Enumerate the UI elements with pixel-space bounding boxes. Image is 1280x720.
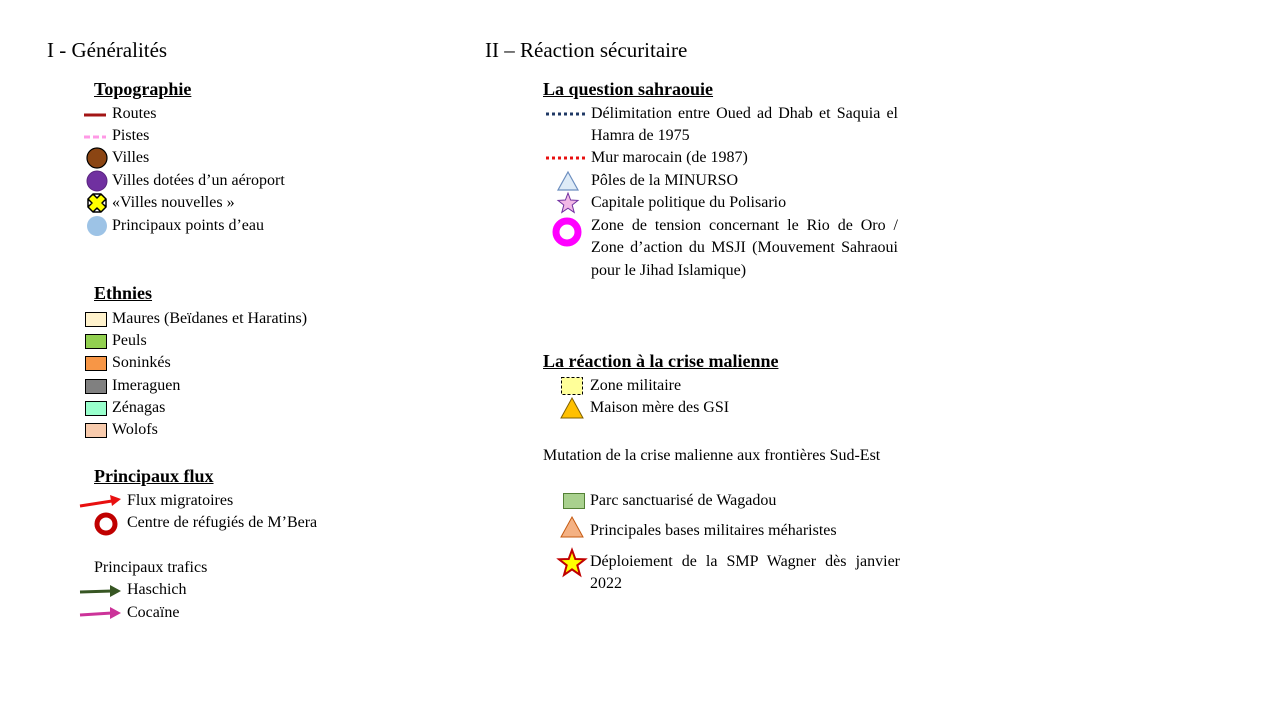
ethnies-heading: Ethnies	[94, 283, 153, 303]
crise-heading: La réaction à la crise malienne	[543, 351, 779, 371]
water-point-icon	[86, 215, 108, 237]
legend-label: Principaux points d’eau	[112, 217, 264, 234]
section2-title: II – Réaction sécuritaire	[485, 38, 688, 62]
legend-label: Haschich	[127, 581, 187, 598]
legend-label: Cocaïne	[127, 604, 180, 621]
legend-label: Villes	[112, 149, 150, 166]
delimitation-dotted-line-icon	[546, 112, 586, 116]
legend-label: Maison mère des GSI	[590, 399, 730, 416]
tension-zone-ring-icon	[552, 217, 582, 247]
trafics-heading: Principaux trafics	[94, 559, 208, 576]
section1-title: I - Généralités	[47, 38, 168, 62]
gsi-triangle-icon	[560, 397, 584, 419]
legend-label: Délimitation entre Oued ad Dhab et Saquia el Hamra de 1975	[591, 105, 898, 145]
legend-label: Mur marocain (de 1987)	[591, 149, 748, 166]
legend-label: Zone militaire	[590, 377, 682, 394]
cocaine-arrow-icon	[79, 606, 121, 620]
legend-label: Centre de réfugiés de M’Bera	[127, 514, 318, 531]
legend-label: Principales bases militaires méharistes	[590, 522, 837, 539]
imeraguen-swatch-icon	[85, 379, 107, 394]
legend-label: Pôles de la MINURSO	[591, 172, 739, 189]
polisario-star-icon	[557, 192, 579, 214]
legend-label: Capitale politique du Polisario	[591, 194, 787, 211]
wolofs-swatch-icon	[85, 423, 107, 438]
legend-label: Villes dotées d’un aéroport	[112, 172, 285, 189]
legend-label: Soninkés	[112, 354, 171, 371]
road-line-icon	[84, 113, 106, 117]
meharist-base-triangle-icon	[560, 516, 584, 538]
legend-item-zone-tension	[544, 215, 900, 307]
minurso-triangle-icon	[557, 171, 579, 191]
zenagas-swatch-icon	[85, 401, 107, 416]
legend-label: Pistes	[112, 127, 150, 144]
legend-label: Peuls	[112, 332, 147, 349]
legend-label: Maures (Beïdanes et Haratins)	[112, 310, 308, 327]
flux-heading: Principaux flux	[94, 466, 214, 486]
mutation-heading: Mutation de la crise malienne aux frontières Sud-Est	[543, 447, 881, 464]
refugee-ring-icon	[94, 512, 118, 536]
wagner-star-icon	[558, 549, 586, 577]
new-city-cross-icon	[87, 193, 107, 213]
soninkes-swatch-icon	[85, 356, 107, 371]
legend-item-delimitation	[544, 103, 900, 149]
legend-label: Parc sanctuarisé de Wagadou	[590, 492, 777, 509]
military-zone-icon	[561, 377, 583, 395]
airport-city-icon	[86, 170, 108, 192]
legend-label: Zénagas	[112, 399, 166, 416]
hashish-arrow-icon	[79, 584, 121, 598]
sahraouie-heading: La question sahraouie	[543, 79, 714, 99]
legend-label: Flux migratoires	[127, 492, 234, 509]
migration-arrow-icon	[79, 493, 121, 509]
wagadou-park-icon	[563, 493, 585, 509]
maures-swatch-icon	[85, 312, 107, 327]
legend-label: «Villes nouvelles »	[112, 194, 235, 211]
legend-label: Déploiement de la SMP Wagner dès janvier 2022	[590, 553, 900, 593]
legend-label: Zone de tension concernant le Rio de Oro / Zone d’action du MSJI (Mouvement Sahraoui pour le Jihad Islamique)	[591, 217, 898, 279]
legend-label: Imeraguen	[112, 377, 181, 394]
legend-label: Routes	[112, 105, 157, 122]
peuls-swatch-icon	[85, 334, 107, 349]
track-dash-icon	[84, 135, 106, 139]
topographie-heading: Topographie	[94, 79, 192, 99]
legend-item-wagner	[544, 549, 900, 595]
legend-label: Wolofs	[112, 421, 158, 438]
city-circle-icon	[86, 147, 108, 169]
moroccan-wall-dotted-icon	[546, 156, 586, 160]
